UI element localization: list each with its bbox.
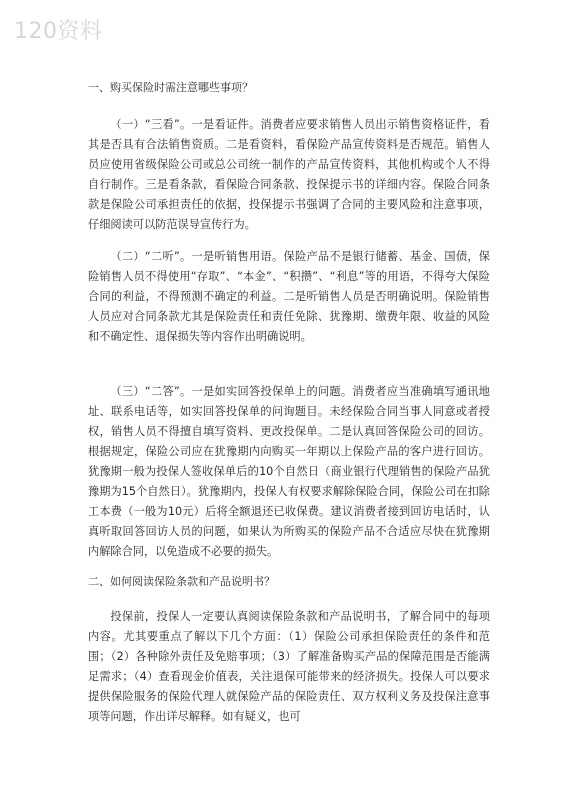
section1-heading: 一、购买保险时需注意哪些事项？ [88, 81, 253, 94]
section2-heading: 二、如何阅读保险条款和产品说明书？ [88, 575, 275, 588]
section1-paragraph-3: （三）“二答”。一是如实回答投保单上的问题。消费者应当准确填写通讯地址、联系电话等，如实回答投保单的问询题目。未经保险合同当事人同意或者授权，销售人员不得擅自填写资料、更改投保单。二是认真回答保险公司的回访。根据规定，保险公司应在犹豫期内向购买一年期以上保险产品的客户进行回访。犹豫期一般为投保人签收保单后的10个自然日（商业银行代理销售的保险产品犹豫期为15个自然日）。犹豫期内，投保人有权要求解除保险合同，保险公司在扣除工本费（一般为10元）后将全额退还已收保费。建议消费者接到回访电话时，认真听取回答回访人员的问题，如果认为所购买的保险产品不合适应尽快在犹豫期内解除合同，以免造成不必要的损失。 [88, 385, 490, 558]
section2-paragraph-1: 投保前，投保人一定要认真阅读保险条款和产品说明书，了解合同中的每项内容。尤其要重点了解以下几个方面：（1）保险公司承担保险责任的条件和范围；（2）各种除外责任及免赔事项；（3）了解准备购买产品的保障范围是否能满足需求；（4）查看现金价值表，关注退保可能带来的经济损失。投保人可以要求提供保险服务的保险代理人就保险产品的保险责任、双方权利义务及投保注意事项等问题，作出详尽解释。如有疑义，也可 [88, 610, 490, 723]
watermark-logo: 120资料 [14, 19, 103, 44]
section1-paragraph-1: （一）“三看”。一是看证件。消费者应要求销售人员出示销售资格证件，看其是否具有合法销售资质。二是看资料，看保险产品宣传资料是否规范。销售人员应使用省级保险公司或总公司统一制作的产品宣传资料，其他机构或个人不得自行制作。三是看条款，看保险合同条款、投保提示书的详细内容。保险合同条款是保险公司承担责任的依据，投保提示书强调了合同的主要风险和注意事项，仔细阅读可以防范误导宣传行为。 [88, 118, 490, 231]
section1-paragraph-2: （二）“二听”。一是听销售用语。保险产品不是银行储蓄、基金、国债，保险销售人员不得使用“存取”、“本金”、“积攒”、“利息”等的用语，不得夸大保险合同的利益，不得预测不确定的利益。二是听销售人员是否明确说明。保险销售人员应对合同条款尤其是保险责任和责任免除、犹豫期、缴费年限、收益的风险和不确定性、退保损失等内容作出明确说明。 [88, 250, 490, 343]
